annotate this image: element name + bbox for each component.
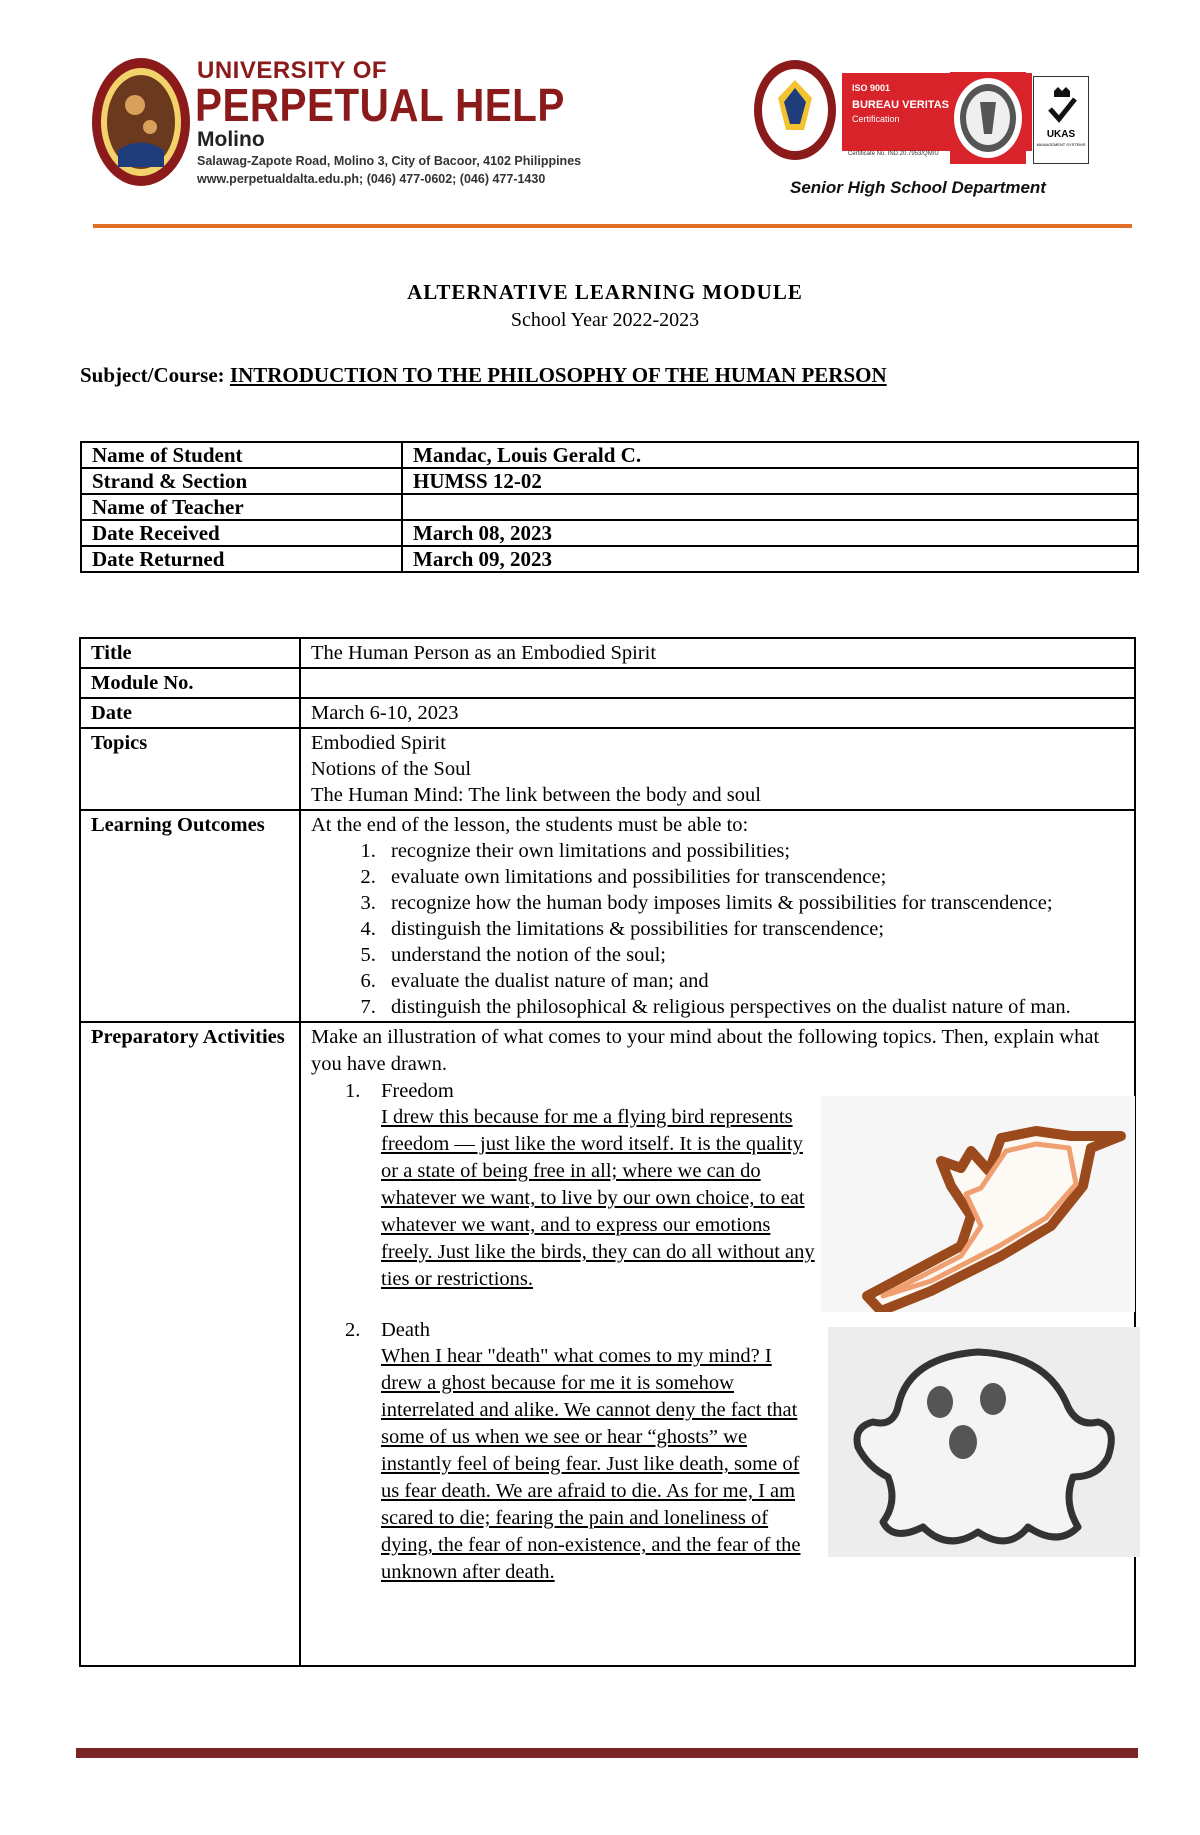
title-value: The Human Person as an Embodied Spirit (300, 638, 1135, 668)
topics-label: Topics (80, 728, 300, 810)
info-value: March 08, 2023 (402, 520, 1138, 546)
info-value (402, 494, 1138, 520)
table-row (80, 698, 1135, 728)
date-value: March 6-10, 2023 (300, 698, 1135, 728)
list-item: 6. evaluate the dualist nature of man; and (381, 968, 1134, 994)
info-label: Date Returned (81, 546, 402, 572)
ukas-label: UKAS (1046, 129, 1076, 140)
activity-number: 1. (345, 1080, 361, 1102)
title-label: Title (80, 638, 300, 668)
outcomes-list (311, 838, 1134, 1020)
subject-value: INTRODUCTION TO THE PHILOSOPHY OF THE HUMAN PERSON (229, 363, 887, 387)
info-value: HUMSS 12-02 (402, 468, 1138, 494)
activity-number: 2. (345, 1319, 361, 1341)
outcomes-intro: At the end of the lesson, the students must be able to: (311, 814, 749, 836)
university-seal-logo (90, 55, 192, 190)
list-item: 2. evaluate own limitations and possibilities for transcendence; (381, 864, 1134, 890)
list-item: 5. understand the notion of the soul; (381, 942, 1134, 968)
prep-label: Preparatory Activities (80, 1022, 300, 1666)
student-info-table (80, 441, 1139, 573)
table-row (80, 668, 1135, 698)
date-label: Date (80, 698, 300, 728)
table-row (80, 1022, 1135, 1666)
outcomes-cell (300, 810, 1135, 1022)
bureau-veritas-seal-icon (950, 72, 1026, 164)
activity-label: Death (381, 1319, 430, 1341)
topic-item: Notions of the Soul (311, 758, 472, 780)
table-row (80, 638, 1135, 668)
activity-explanation: I drew this because for me a flying bird represents freedom — just like the word itself. It is the quality or a state of being free in all; where we can do whatever we want, to live by our own choice, to eat whatever we want, and to express our emotions freely. Just like the birds, they can do all without any ties or restrictions. (381, 1106, 815, 1290)
list-item: 7. distinguish the philosophical & religious perspectives on the dualist nature of man. (381, 994, 1134, 1020)
list-item: 1. recognize their own limitations and possibilities; (381, 838, 1134, 864)
campus-name: Molino (197, 128, 265, 151)
subject-line (80, 363, 887, 388)
ghost-drawing-image (828, 1327, 1140, 1557)
subject-label: Subject/Course: (80, 363, 225, 387)
page-header (0, 0, 1200, 240)
ukas-badge (1033, 76, 1089, 164)
table-row (81, 442, 1138, 468)
header-divider (93, 224, 1132, 228)
info-label: Strand & Section (81, 468, 402, 494)
table-row (81, 546, 1138, 572)
university-contact: www.perpetualdalta.edu.ph; (046) 477-0602; (046) 477-1430 (197, 172, 546, 186)
university-name-line1: UNIVERSITY OF (197, 57, 388, 84)
activity-label: Freedom (381, 1080, 454, 1102)
list-item: 4. distinguish the limitations & possibilities for transcendence; (381, 916, 1134, 942)
topic-item: The Human Mind: The link between the body and soul (311, 784, 761, 806)
topics-list (300, 728, 1135, 810)
activity-explanation: When I hear "death" what comes to my mind? I drew a ghost because for me it is somehow interrelated and alike. We cannot deny the fact that some of us when we see or hear “ghosts” we instantly feel of being fear. Just like death, some of us fear death. We are afraid to die. As for me, I am scared to die; fearing the pain and loneliness of dying, the fear of non-existence, and the fear of the unknown after death. (381, 1345, 801, 1583)
table-row (81, 494, 1138, 520)
info-label: Name of Teacher (81, 494, 402, 520)
module-table (79, 637, 1136, 1667)
info-value: March 09, 2023 (402, 546, 1138, 572)
prep-intro: Make an illustration of what comes to your mind about the following topics. Then, explain what you have drawn. (311, 1026, 1100, 1075)
topic-item: Embodied Spirit (311, 732, 446, 754)
school-year: School Year 2022-2023 (510, 309, 700, 331)
table-row (80, 728, 1135, 810)
ukas-sublabel: MANAGEMENT SYSTEMS (1036, 142, 1086, 147)
footer-divider (76, 1748, 1138, 1758)
module-no-label: Module No. (80, 668, 300, 698)
module-no-value (300, 668, 1135, 698)
university-address: Salawag-Zapote Road, Molino 3, City of Bacoor, 4102 Philippines (197, 154, 582, 168)
table-row (81, 520, 1138, 546)
activity-death (311, 1317, 1134, 1586)
info-label: Name of Student (81, 442, 402, 468)
list-item: 3. recognize how the human body imposes limits & possibilities for transcendence; (381, 890, 1134, 916)
senior-high-school-seal-logo (752, 58, 838, 162)
outcomes-label: Learning Outcomes (80, 810, 300, 1022)
table-row (81, 468, 1138, 494)
activity-freedom (311, 1078, 1134, 1293)
university-name-line2: PERPETUAL HELP (195, 79, 565, 131)
iso-certification-badge: ISO 9001 BUREAU VERITAS Certification Certificate No. IND.20.7953/QM/U (842, 73, 1032, 163)
info-value: Mandac, Louis Gerald C. (402, 442, 1138, 468)
crown-check-icon (1046, 85, 1078, 125)
bird-drawing-image (821, 1096, 1135, 1312)
table-row (80, 810, 1135, 1022)
department-name: Senior High School Department (790, 178, 1046, 197)
prep-cell (300, 1022, 1135, 1666)
module-title: ALTERNATIVE LEARNING MODULE (407, 280, 803, 304)
info-label: Date Received (81, 520, 402, 546)
